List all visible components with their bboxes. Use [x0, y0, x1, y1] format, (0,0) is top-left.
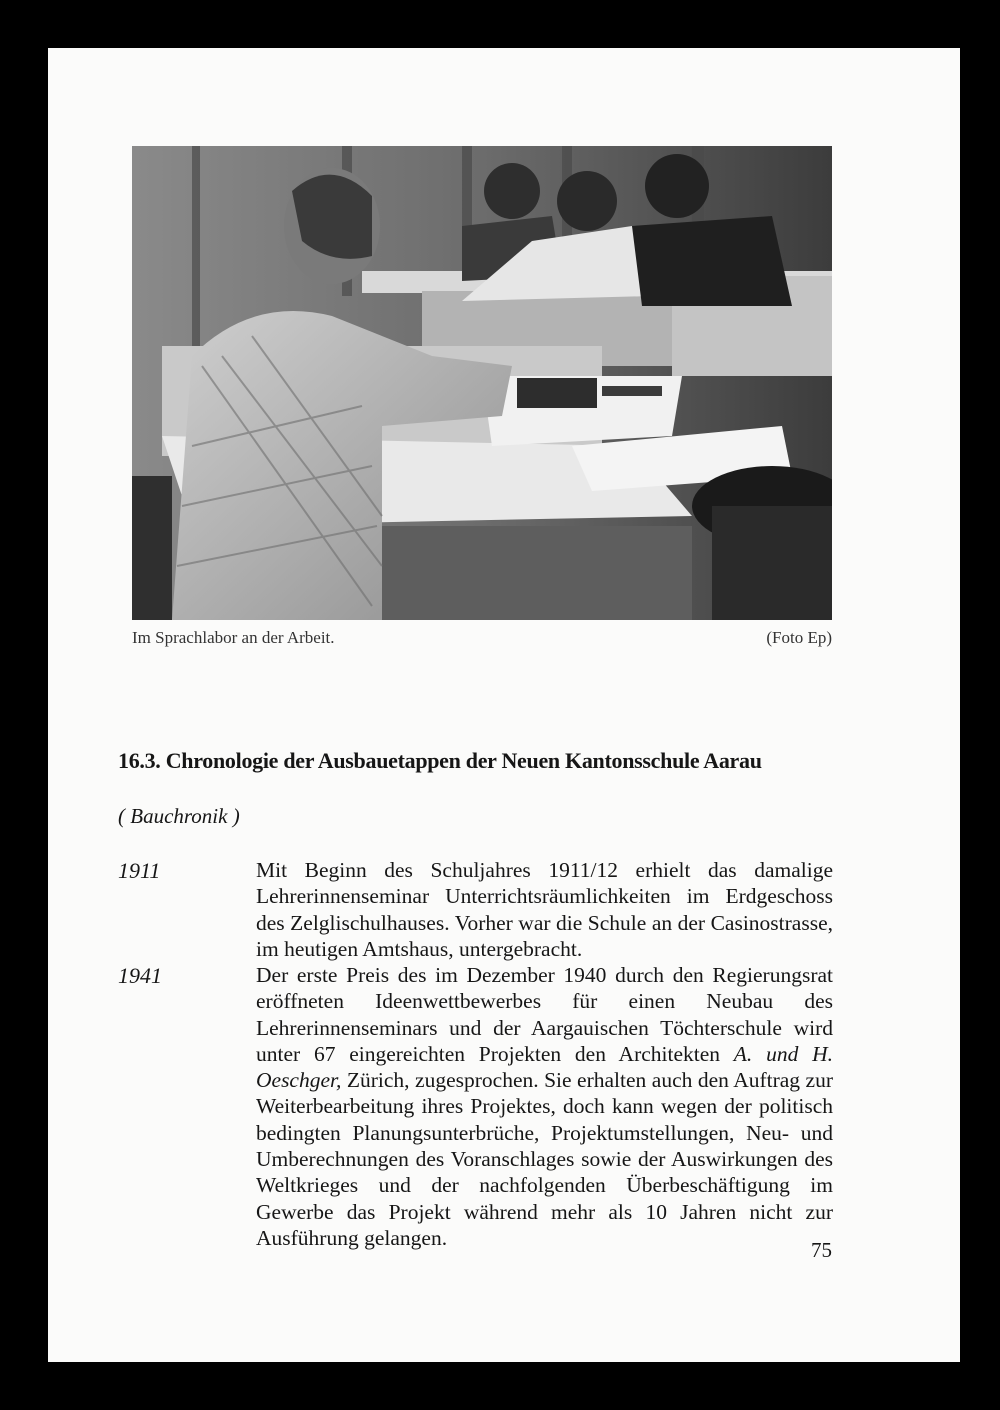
page-number: 75 — [811, 1238, 832, 1262]
entry-text-part: Der erste Preis des im Dezember 1940 durch den Regierungsrat eröffneten Ideenwettbewerbes für einen Neubau des Lehrerinnenseminars und der Aargauischen Töchterschule wird unter 67 eingereichten Projekten den Architekten — [256, 963, 833, 1066]
entry-year: 1911 — [118, 858, 161, 883]
document-page — [48, 48, 960, 1362]
entry-year: 1941 — [118, 963, 162, 988]
entry-text — [256, 962, 833, 1251]
entry-text: Mit Beginn des Schuljahres 1911/12 erhielt das damalige Lehrerinnenseminar Unterrichtsräumlichkeiten im Erdgeschoss des Zelglischulhauses. Vorher war die Schule an der Casinostrasse, im heutigen Amtshaus, untergebracht. — [256, 858, 833, 961]
section-subheading: ( Bauchronik ) — [118, 804, 240, 828]
architects-name: A. und H. Oeschger, — [256, 1041, 833, 1093]
section-heading: 16.3. Chronologie der Ausbauetappen der Neuen Kantonsschule Aarau — [118, 748, 762, 773]
caption-text: Im Sprachlabor an der Arbeit. — [132, 628, 335, 647]
photo-credit: (Foto Ep) — [766, 628, 832, 647]
language-lab-photo — [132, 146, 832, 620]
entry-text-part: Zürich, zugesprochen. Sie erhalten auch den Auftrag zur Weiterbearbeitung ihres Projektes, doch kann wegen der politisch bedingten Planungsunterbrüche, Projektumstellungen, Neu- und Umberechnungen des Voranschlages sowie der Auswirkungen des Weltkrieges und der nachfolgenden Überbeschäftigung im Gewerbe das Projekt während mehr als 10 Jahren nicht zur Ausführung gelangen. — [256, 1068, 833, 1250]
photo-image — [132, 146, 832, 620]
